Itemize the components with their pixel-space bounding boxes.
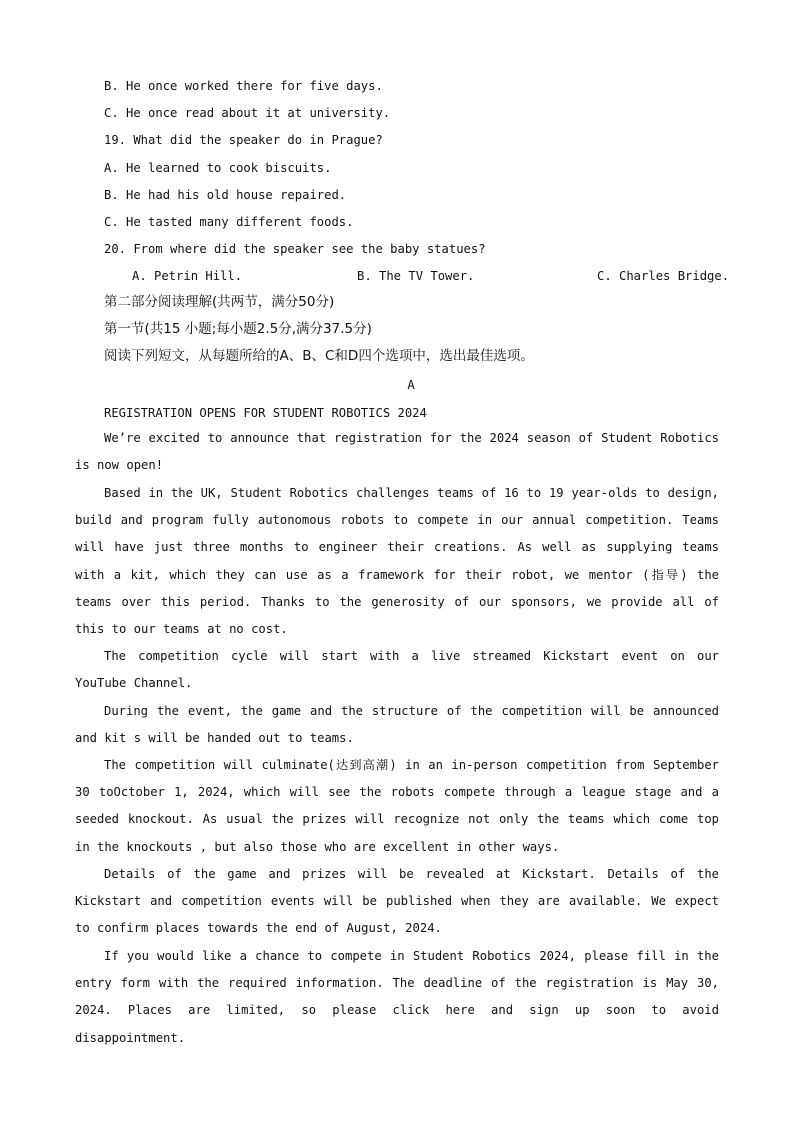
passage-letter: A [407,378,415,392]
passage-paragraph: Based in the UK, Student Robotics challenges teams of 16 to 19 year-olds to design, build and program fully autonomous robots to compete in our annual competition. Teams will have just three months to engineer their creations. As well as supplying teams with a kit, which they can use as a framework for their robot, we mentor (指导) the teams over this period. Thanks to the generosity of our sponsors, we provide all of this to our teams at no cost. [75,486,719,637]
q20-option-c: C. Charles Bridge. [597,269,730,283]
q20-option-b: B. The TV Tower. [357,269,475,283]
q18-option-b: B. He once worked there for five days. [104,79,383,93]
passage-paragraph: The competition will culminate(达到高潮) in an in-person competition from September 30 toOctober 1, 2024, which will see the robots compete through a league stage and a seeded knockout. As usual the prizes will recognize not only the teams which come top in the knockouts , but also those who are excellent in other ways. [75,758,719,854]
section-subtitle: 第一节(共15 小题;每小题2.5分,满分37.5分) [104,321,372,337]
part-title: 第二部分阅读理解(共两节，满分50分) [104,294,335,310]
section-instructions: 阅读下列短文，从每题所给的A、B、C和D四个选项中，选出最佳选项。 [104,348,534,364]
q19-option-c: C. He tasted many different foods. [104,215,354,229]
q19-option-a: A. He learned to cook biscuits. [104,161,332,175]
q19-option-b: B. He had his old house repaired. [104,188,347,202]
passage-title: REGISTRATION OPENS FOR STUDENT ROBOTICS 2024 [104,406,427,420]
passage-paragraph: If you would like a chance to compete in Student Robotics 2024, please fill in the entry form with the required information. The deadline of the registration is May 30, 2024. Places are limited, so please click here and sign up soon to avoid disappointment. [75,949,719,1045]
passage-paragraph: We’re excited to announce that registration for the 2024 season of Student Robotics is now open! [75,431,719,473]
q20-option-a: A. Petrin Hill. [132,269,243,283]
passage-paragraph: The competition cycle will start with a live streamed Kickstart event on our YouTube Channel. [75,649,719,691]
passage-paragraph: Details of the game and prizes will be revealed at Kickstart. Details of the Kickstart and competition events will be published when they are available. We expect to confirm places towards the end of August, 2024. [75,867,719,936]
q18-option-c: C. He once read about it at university. [104,106,391,120]
q19-question: 19. What did the speaker do in Prague? [104,133,383,147]
q20-question: 20. From where did the speaker see the baby statues? [104,242,486,256]
passage-paragraph: During the event, the game and the structure of the competition will be announced and kit s will be handed out to teams. [75,704,719,746]
